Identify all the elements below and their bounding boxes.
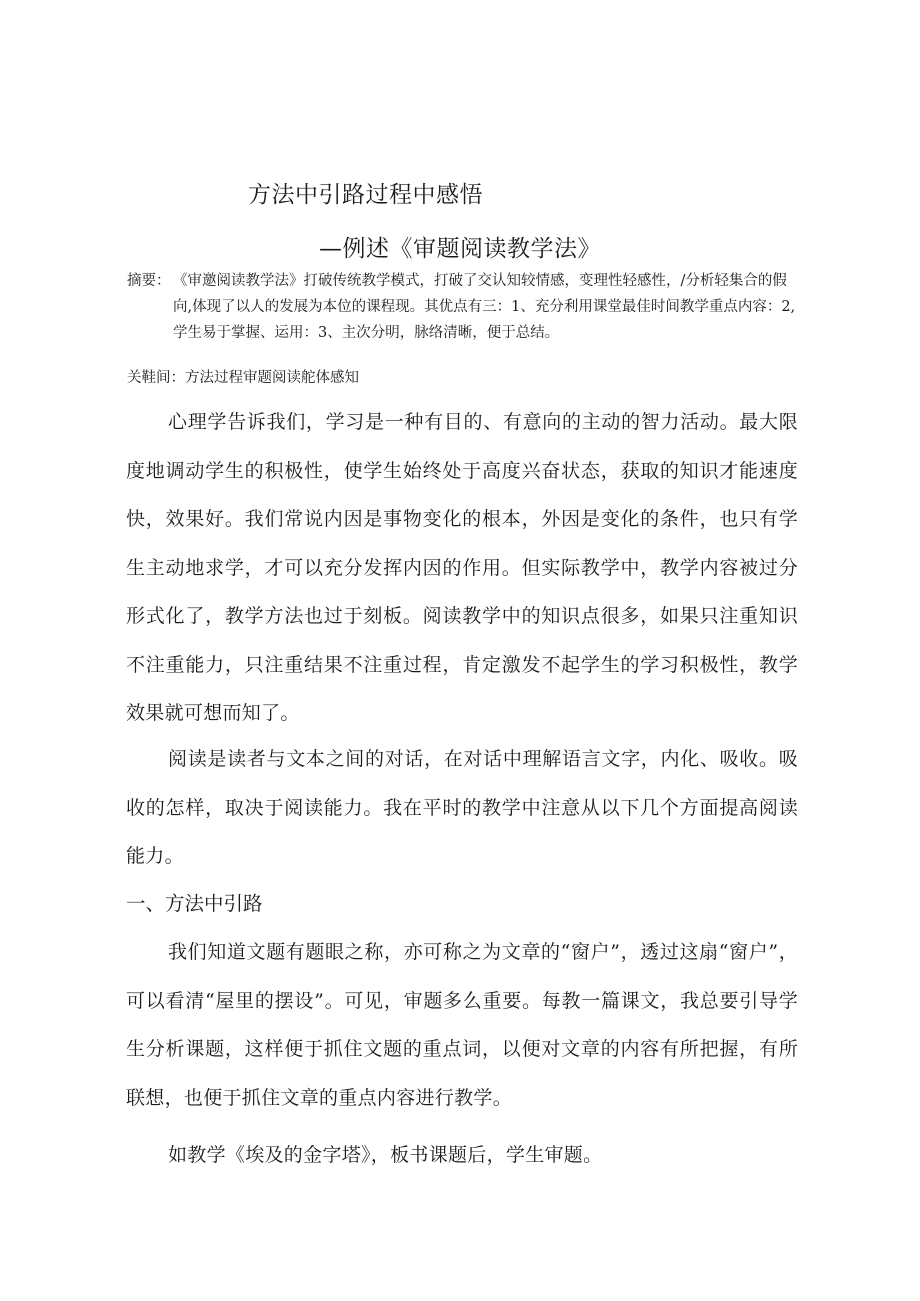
- section-heading-1: 一、方法中引路: [126, 892, 263, 915]
- body-paragraph-2: 阅读是读者与文本之间的对话，在对话中理解语言文字，内化、吸收。吸收的怎样，取决于阅读能力。我在平时的教学中注意从以下几个方面提高阅读能力。: [126, 748, 798, 867]
- abstract-block: [127, 268, 799, 346]
- abstract-label: 摘要：: [127, 273, 171, 289]
- keywords-line: [127, 367, 359, 389]
- document-title: 方法中引路过程中感悟: [248, 182, 483, 208]
- body-paragraph-1: 心理学告诉我们，学习是一种有目的、有意向的主动的智力活动。最大限度地调动学生的积极性，使学生始终处于高度兴奋状态，获取的知识才能速度快，效果好。我们常说内因是事物变化的根本，外因是变化的条件，也只有学生主动地求学，才可以充分发挥内因的作用。但实际教学中，教学内容被过分形式化了，教学方法也过于刻板。阅读教学中的知识点很多，如果只注重知识不注重能力，只注重结果不注重过程，肯定激发不起学生的学习积极性，教学效果就可想而知了。: [126, 411, 798, 724]
- abstract-text: 《审邀阅读教学法》打破传统教学模式，打破了交认知较情感，变理性轻感性，/分析轻集合的假向,体现了以人的发展为本位的课程现。其优点有三：1、充分利用课堂最佳时间教学重点内容：2,学生易于掌握、运用：3、主次分明，脉络清晰，便于总结。: [173, 273, 796, 341]
- document-subtitle: —例述《审题阅读教学法》: [319, 236, 601, 262]
- keywords-label: 关鞋间：: [127, 370, 185, 386]
- keywords-text: 方法过程审题阅读舵体感知: [185, 370, 359, 386]
- body-paragraph-4: 如教学《埃及的金字塔》，板书课题后，学生审题。: [168, 1144, 603, 1166]
- body-paragraph-3: 我们知道文题有题眼之称，亦可称之为文章的“窗户”，透过这扇“窗户”，可以看清“屋里的摆设”。可见，审题多么重要。每教一篇课文，我总要引导学生分析课题，这样便于抓住文题的重点词，以便对文章的内容有所把握，有所联想，也便于抓住文章的重点内容进行教学。: [126, 941, 798, 1109]
